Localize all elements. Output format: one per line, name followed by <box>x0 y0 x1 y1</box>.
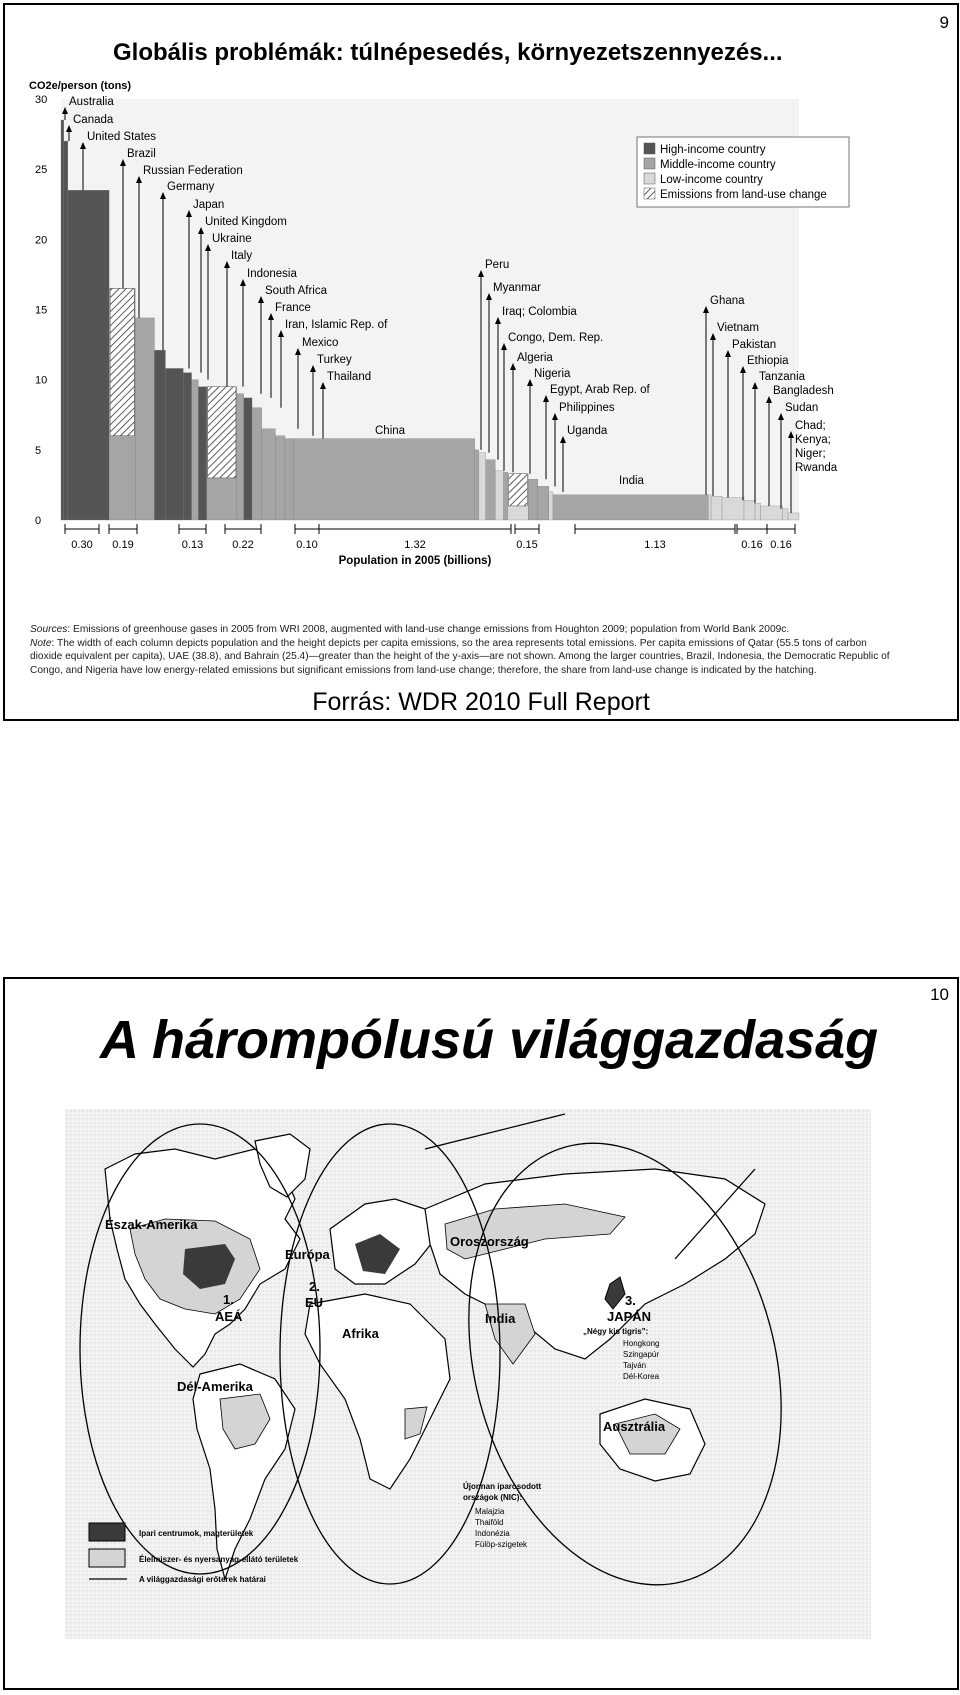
tiger-item: Dél-Korea <box>623 1372 660 1381</box>
country-label: Turkey <box>317 354 352 366</box>
label-south-america: Dél-Amerika <box>177 1379 253 1394</box>
legend-swatch <box>644 158 655 169</box>
slide-number: 10 <box>930 985 949 1004</box>
bar-landuse-hatch <box>208 387 236 478</box>
bar <box>135 318 154 520</box>
slide-title: Globális problémák: túlnépesedés, környezetszennyezés... <box>113 39 783 66</box>
bar <box>183 373 191 520</box>
nic-item: Indonézia <box>475 1529 510 1538</box>
bar <box>192 380 199 520</box>
country-label: Australia <box>69 96 114 108</box>
bar <box>198 387 206 520</box>
y-tick-label: 20 <box>35 234 48 247</box>
y-tick-label: 10 <box>35 374 48 387</box>
bar <box>275 436 285 520</box>
bar <box>528 479 538 520</box>
bar <box>154 350 165 520</box>
legend-label-supply: Élelmiszer- és nyersanyag-ellátó területek <box>139 1555 299 1564</box>
bar <box>553 495 708 520</box>
population-bracket-label: 0.16 <box>741 539 763 551</box>
country-label: Ethiopia <box>747 355 789 367</box>
tiger-item: Tajván <box>623 1361 647 1370</box>
country-label: Germany <box>167 181 215 193</box>
country-label: Congo, Dem. Rep. <box>508 332 604 344</box>
country-label: Vietnam <box>717 322 759 334</box>
bar <box>64 141 68 520</box>
bar <box>708 495 711 520</box>
legend-label: Middle-income country <box>660 159 776 171</box>
label-north-america: Észak-Amerika <box>105 1217 198 1232</box>
bar <box>486 460 496 520</box>
country-label: Ghana <box>710 295 745 307</box>
country-label: China <box>375 425 406 437</box>
bar <box>711 496 722 520</box>
y-tick-label: 25 <box>35 164 48 177</box>
country-label: Mexico <box>302 337 339 349</box>
bar <box>475 450 479 520</box>
country-label: Kenya; <box>795 434 831 446</box>
note-text: : The width of each column depicts population and the height depicts per capita emissions, so the area represents total emissions. Per capita emissions of Qatar (55.5 tons of carbon dioxide equivalent per capita), UAE (38.8), and Bahrain (25.4)—greater than the height of the y-axis—are not shown. Among the larger countries, Brazil, Indonesia, the Democratic Republic of Congo, and Nigeria have low energy-related emissions but significant emissions from land-use change; therefore, the share from land-use change is indicated by the hatching. <box>30 637 890 676</box>
country-label: Algeria <box>517 352 553 364</box>
sources-text: : Emissions of greenhouse gases in 2005 from WRI 2008, augmented with land-use change emissions from Houghton 2009; population from World Bank 2009c. <box>67 624 790 635</box>
population-bracket-label: 1.13 <box>644 539 666 551</box>
y-tick-label: 15 <box>35 304 48 317</box>
legend-swatch-supply <box>89 1549 125 1567</box>
bar <box>252 408 262 520</box>
bar <box>538 486 549 520</box>
country-label: Indonesia <box>247 268 297 280</box>
label-pole-japan-num: 3. <box>625 1293 636 1308</box>
country-label: Iraq; Colombia <box>502 306 577 318</box>
country-label: France <box>275 302 311 314</box>
country-label: Peru <box>485 259 510 271</box>
bar <box>755 503 760 520</box>
country-label: Chad; <box>795 420 826 432</box>
slide-number: 9 <box>939 13 949 32</box>
country-label: Thailand <box>327 371 372 383</box>
label-russia: Oroszország <box>450 1234 529 1249</box>
country-label: Uganda <box>567 425 608 437</box>
source-caption: Forrás: WDR 2010 Full Report <box>312 688 650 716</box>
population-bracket-label: 1.32 <box>404 539 426 551</box>
country-label: Myanmar <box>493 282 541 294</box>
slide-9 <box>3 3 959 721</box>
bar <box>495 471 503 520</box>
country-label: United Kingdom <box>205 216 287 228</box>
bar <box>262 429 276 520</box>
bar <box>744 500 755 520</box>
bar <box>165 368 183 520</box>
bar <box>61 120 64 520</box>
country-label: Brazil <box>127 148 156 160</box>
emissions-chart <box>19 77 919 617</box>
country-label: Niger; <box>795 448 826 460</box>
nics-title-line: országok (NIC): <box>463 1493 523 1502</box>
bar <box>244 398 252 520</box>
population-bracket-label: 0.30 <box>71 539 93 551</box>
country-label: Philippines <box>559 402 615 414</box>
label-india: India <box>485 1311 516 1326</box>
y-tick-label: 5 <box>35 444 42 457</box>
y-tick-label: 0 <box>35 515 42 527</box>
label-pole-usa-num: 1. <box>223 1292 234 1307</box>
label-pole-usa: AEÁ <box>215 1309 243 1324</box>
country-label: Iran, Islamic Rep. of <box>285 319 388 331</box>
bar <box>285 439 293 520</box>
country-label: Italy <box>231 250 253 262</box>
slide-title: A hárompólusú világgazdaság <box>100 1010 879 1070</box>
world-map <box>65 1109 871 1639</box>
bar <box>761 506 783 520</box>
bar <box>549 492 553 520</box>
country-label: Sudan <box>785 402 819 414</box>
population-bracket-label: 0.13 <box>181 539 204 551</box>
population-bracket-label: 0.22 <box>232 539 254 551</box>
country-label: Nigeria <box>534 368 571 380</box>
bar <box>783 509 788 520</box>
bar-landuse-hatch <box>110 288 134 435</box>
bar <box>237 394 244 520</box>
bar <box>68 190 109 520</box>
label-pole-eu: EU <box>305 1295 324 1310</box>
country-label: India <box>619 475 644 487</box>
tiger-item: Szingapúr <box>623 1350 660 1359</box>
label-pole-eu-num: 2. <box>309 1279 320 1294</box>
population-bracket-label: 0.15 <box>516 539 538 551</box>
bar <box>788 513 799 520</box>
legend-label: High-income country <box>660 144 766 156</box>
legend-label: Emissions from land-use change <box>660 189 827 201</box>
bar <box>722 498 744 520</box>
bar <box>293 439 474 520</box>
legend-swatch <box>644 188 655 199</box>
legend-swatch <box>644 143 655 154</box>
country-label: Rwanda <box>795 462 838 474</box>
country-label: Pakistan <box>732 339 777 351</box>
nic-item: Fülöp-szigetek <box>475 1540 528 1549</box>
population-bracket-label: 0.19 <box>112 539 134 551</box>
population-bracket-label: 0.16 <box>770 539 792 551</box>
x-axis-label: Population in 2005 (billions) <box>338 555 492 567</box>
country-label: South Africa <box>265 285 328 297</box>
country-label: Ukraine <box>212 233 252 245</box>
y-axis-label: CO2e/person (tons) <box>29 80 132 92</box>
country-label: Egypt, Arab Rep. of <box>550 384 650 396</box>
label-pole-japan: JAPÁN <box>607 1309 652 1324</box>
label-australia: Ausztrália <box>603 1419 666 1434</box>
tiger-item: Hongkong <box>623 1339 660 1348</box>
slide-10 <box>3 977 959 1690</box>
bar-landuse-hatch <box>509 474 528 506</box>
country-label: Tanzania <box>759 371 806 383</box>
nic-item: Thaiföld <box>475 1518 504 1527</box>
tigers-title: „Négy kis tigris": <box>583 1327 649 1336</box>
legend-label-boundary: A világgazdasági erőterek határai <box>139 1575 266 1584</box>
sources-label: Sources <box>30 624 68 635</box>
chart-notes <box>30 623 900 677</box>
note-label: Note <box>30 637 52 649</box>
country-label: United States <box>87 131 157 143</box>
country-label: Japan <box>193 199 225 211</box>
country-label: Bangladesh <box>773 385 834 397</box>
country-label: Russian Federation <box>143 165 243 177</box>
nics-title-line: Újonnan iparosodott <box>463 1482 542 1491</box>
bar <box>504 472 508 520</box>
y-tick-label: 30 <box>35 94 48 106</box>
label-africa: Afrika <box>342 1326 379 1341</box>
legend-swatch-core <box>89 1523 125 1541</box>
population-bracket-label: 0.10 <box>296 539 318 551</box>
country-label: Canada <box>73 114 114 126</box>
nic-item: Malajzia <box>475 1507 505 1516</box>
label-europe: Európa <box>285 1247 330 1262</box>
bar <box>479 453 486 520</box>
legend-label-core: Ipari centrumok, magterületek <box>139 1529 254 1538</box>
legend-label: Low-income country <box>660 174 763 186</box>
legend-swatch <box>644 173 655 184</box>
